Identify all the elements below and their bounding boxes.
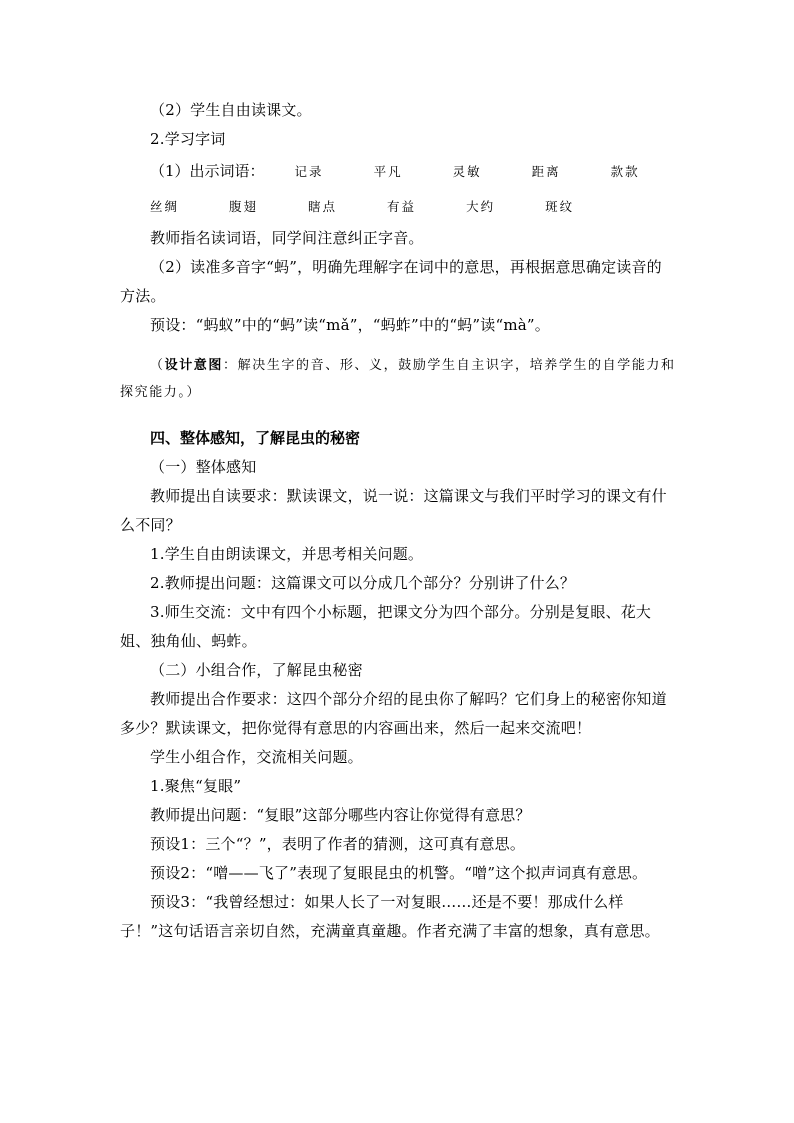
vocab-word: 记录 <box>294 164 324 179</box>
vocab-list <box>120 154 676 224</box>
vocab-word: 距离 <box>531 164 561 179</box>
vocab-word: 款款 <box>610 164 640 179</box>
vocab-word: 丝绸 <box>150 199 180 214</box>
vocab-word: 大约 <box>466 199 496 214</box>
paragraph-preset-2: 预设2：“噌——飞了”表现了复眼昆虫的机警。“噌”这个拟声词真有意思。 <box>150 864 648 882</box>
paragraph-cooperation: 教师提出合作要求：这四个部分介绍的昆虫你了解吗？它们身上的秘密你知道多少？默读课文，把你觉得有意思的内容画出来，然后一起来交流吧！ <box>120 690 667 737</box>
paragraph-step-3: 3.师生交流：文中有四个小标题，把课文分为四个部分。分别是复眼、花大姐、独角仙、蚂蚱。 <box>120 603 652 650</box>
design-intent-note <box>120 352 676 406</box>
paragraph-preset-pinyin: 预设：“蚂蚁”中的“蚂”读“mǎ”，“蚂蚱”中的“蚂”读“mà”。 <box>150 316 550 334</box>
vocab-word: 瞎点 <box>308 199 338 214</box>
document-page <box>120 96 676 946</box>
vocab-lead: （1）出示词语： <box>150 162 265 180</box>
design-open-paren: （ <box>150 358 165 373</box>
design-intent-label: 设计意图 <box>164 358 224 373</box>
vocab-word: 有益 <box>387 199 417 214</box>
paragraph-step-1: 1.学生自由朗读课文，并思考相关问题。 <box>150 545 424 563</box>
paragraph-group-discuss: 学生小组合作，交流相关问题。 <box>150 748 363 766</box>
paragraph-preset-1: 预设1：三个“？”，表明了作者的猜测，这可真有意思。 <box>150 835 526 853</box>
paragraph-preset-3: 预设3：“我曾经想过：如果人长了一对复眼……还是不要！那成什么样子！”这句话语言亲切自然，充满童真童趣。作者充满了丰富的想象，真有意思。 <box>120 893 660 940</box>
vocab-word: 灵敏 <box>452 164 482 179</box>
paragraph-read-text: （2）学生自由读课文。 <box>150 101 312 119</box>
vocab-word: 腹翅 <box>229 199 259 214</box>
paragraph-polyphone: （2）读准多音字“蚂”，明确先理解字在词中的意思，再根据意思确定读音的方法。 <box>120 258 662 305</box>
paragraph-teacher-reads: 教师指名读词语，同学间注意纠正字音。 <box>150 229 424 247</box>
design-intent-text: ：解决生字的音、形、义，鼓励学生自主识字，培养学生的自学能力和探究能力。） <box>120 358 676 400</box>
section-heading-4: 四、整体感知，了解昆虫的秘密 <box>150 429 361 447</box>
paragraph-focus-compound-eye: 1.聚焦“复眼” <box>150 777 242 795</box>
subheading-learn-words: 2.学习字词 <box>150 130 226 148</box>
paragraph-step-2: 2.教师提出问题：这篇课文可以分成几个部分？分别讲了什么？ <box>150 574 576 592</box>
paragraph-reading-requirement: 教师提出自读要求：默读课文，说一说：这篇课文与我们平时学习的课文有什么不同？ <box>120 487 667 534</box>
subsection-group-work: （二）小组合作，了解昆虫秘密 <box>150 661 363 679</box>
vocab-word: 平凡 <box>373 164 403 179</box>
subsection-overall: （一）整体感知 <box>150 458 257 476</box>
paragraph-teacher-question: 教师提出问题：“复眼”这部分哪些内容让你觉得有意思？ <box>150 806 531 824</box>
vocab-word: 斑纹 <box>545 199 575 214</box>
